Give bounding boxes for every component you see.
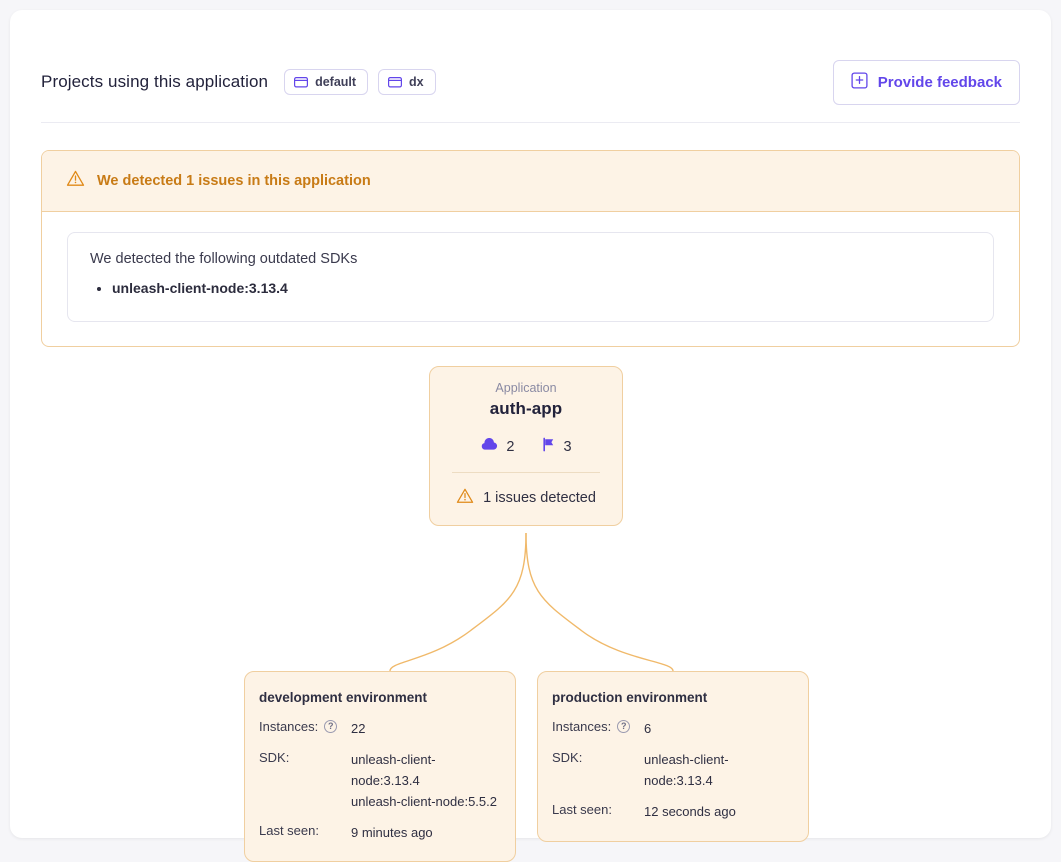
question-icon[interactable]: ? bbox=[617, 720, 630, 733]
environment-row-sdk bbox=[552, 750, 794, 792]
environment-row-last-seen bbox=[552, 802, 794, 823]
question-icon[interactable]: ? bbox=[324, 720, 337, 733]
environment-node-production[interactable] bbox=[537, 671, 809, 841]
environment-row-label bbox=[552, 719, 644, 734]
warning-icon bbox=[456, 487, 474, 509]
environment-name: development environment bbox=[259, 690, 428, 706]
environment-row-value bbox=[351, 750, 501, 812]
outdated-sdks-card bbox=[67, 232, 994, 322]
environment-row-value-line: 12 seconds ago bbox=[644, 803, 736, 819]
application-graph bbox=[10, 361, 1051, 840]
environment-row-label-text: Last seen: bbox=[552, 801, 612, 817]
environment-row-value bbox=[644, 750, 794, 792]
application-node-divider bbox=[452, 472, 600, 473]
instances-stat bbox=[480, 438, 514, 455]
application-overview-card bbox=[10, 10, 1051, 838]
environment-row-value-line: unleash-client-node:5.5.2 bbox=[351, 793, 497, 809]
warning-icon bbox=[66, 169, 85, 193]
application-node-issues-label: 1 issues detected bbox=[483, 490, 596, 507]
environment-row-value bbox=[644, 802, 736, 823]
application-node-kicker: Application bbox=[495, 381, 557, 396]
list-item: • unleash-client-node:3.13.4 bbox=[112, 277, 971, 299]
environment-row-label bbox=[552, 802, 644, 817]
project-chip-default[interactable] bbox=[284, 69, 368, 95]
environment-row-label bbox=[259, 719, 351, 734]
environment-row-label-text: SDK: bbox=[552, 750, 583, 766]
environment-row-value-line: 9 minutes ago bbox=[351, 824, 433, 840]
outdated-sdk-list bbox=[90, 277, 971, 299]
environment-row-value bbox=[351, 823, 433, 844]
issues-panel-body bbox=[42, 212, 1019, 346]
environment-row-last-seen bbox=[259, 823, 501, 844]
project-chip-dx[interactable] bbox=[378, 69, 436, 95]
provide-feedback-label: Provide feedback bbox=[877, 73, 1002, 91]
environment-row-instances bbox=[259, 719, 501, 740]
project-chip-label: dx bbox=[409, 75, 424, 89]
application-node-issues bbox=[444, 487, 608, 509]
project-chip-label: default bbox=[315, 75, 357, 89]
page-title: Projects using this application bbox=[41, 72, 269, 91]
environment-row-value bbox=[351, 719, 365, 740]
flag-icon bbox=[541, 437, 556, 456]
environment-row-label-text: Instances: bbox=[552, 719, 612, 735]
application-node-stats bbox=[444, 437, 608, 456]
folder-icon bbox=[388, 76, 402, 88]
environment-row-label bbox=[259, 750, 351, 765]
environment-row-instances bbox=[552, 719, 794, 740]
issues-panel bbox=[41, 150, 1020, 347]
environment-row-label bbox=[259, 823, 351, 838]
environment-row-value-line: unleash-client-node:3.13.4 bbox=[644, 752, 729, 788]
environment-row-label-text: SDK: bbox=[259, 750, 290, 766]
environment-row-value bbox=[644, 719, 651, 740]
environment-row-value-line: 22 bbox=[351, 721, 366, 737]
page-header bbox=[10, 10, 1051, 102]
application-node[interactable] bbox=[429, 366, 623, 526]
application-node-name: auth-app bbox=[489, 399, 563, 419]
environment-row-label bbox=[552, 750, 644, 765]
issues-banner-text: We detected 1 issues in this application bbox=[97, 173, 371, 189]
environment-row-value-line: 6 bbox=[644, 721, 652, 737]
project-chip-list bbox=[284, 69, 436, 95]
instances-stat-value: 2 bbox=[506, 438, 515, 455]
issues-panel-header bbox=[42, 151, 1019, 212]
folder-icon bbox=[294, 76, 308, 88]
flags-stat bbox=[541, 437, 572, 456]
outdated-sdks-title: We detected the following outdated SDKs bbox=[90, 251, 358, 267]
environment-row-label-text: Last seen: bbox=[259, 822, 319, 838]
environment-name: production environment bbox=[552, 690, 708, 706]
header-divider bbox=[41, 122, 1020, 123]
environment-node-development[interactable] bbox=[244, 671, 516, 862]
cloud-icon bbox=[480, 438, 498, 455]
provide-feedback-button[interactable] bbox=[833, 60, 1020, 105]
environment-row-value-line: unleash-client-node:3.13.4 bbox=[351, 752, 436, 788]
feedback-icon bbox=[851, 72, 868, 93]
environment-row-label-text: Instances: bbox=[259, 719, 319, 735]
flags-stat-value: 3 bbox=[563, 438, 572, 455]
environment-row-sdk bbox=[259, 750, 501, 812]
